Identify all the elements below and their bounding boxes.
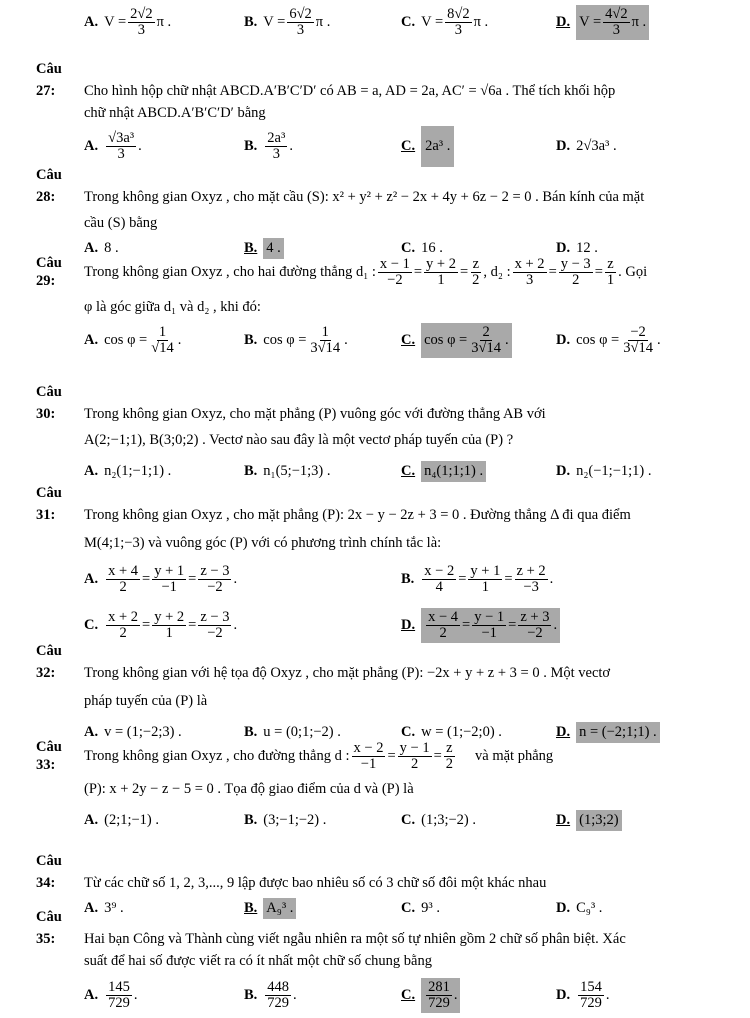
question-34: Câu 34: Từ các chữ số 1, 2, 3,..., 9 lập được bao nhiêu số có 3 chữ số đôi một khác nhau A. 3⁹ . B. A₉³ . C. 9³ . D. C₉³ . [36,850,716,922]
option-a[interactable]: A. cos φ = $\frac{1}{√14}$ . [84,323,182,356]
option-b[interactable]: B. $\frac{448}{729}$ . [244,978,297,1011]
option-a[interactable]: A. 8 . [84,239,119,256]
option-d-answer[interactable]: D. V = $\frac{4√2}{3}$ π . [556,2,649,42]
option-c-answer[interactable]: C. cos φ = $\frac{2}{3√14}$ . [401,318,512,362]
option-b[interactable]: B. n₁(5;−1;3) . [244,462,331,479]
question-31: Câu 31: Trong không gian Oxyz , cho mặt phẳng (P): 2x − y − 2z + 3 = 0 . Đường thẳng Δ đi qua điểm M(4;1;−3) và vuông góc (P) với có phương trình chính tắc là: A. $\frac{x + 4}{2}$ = $\frac{y + 1}{-1}$ = $\frac{z - 3}{-2}$ . B. $\frac{x - 2}{4}$ = $\frac{y + 1}{1}$ = $\frac{z + 2}{-3}$ . C. $\frac{x + 2}{2}$ = $\frac{y + 2}{1}$ = $\frac{z - 3}{-2}$ . D. $\frac{x - 4}{2}$ = $\frac{y - 1}{-1}$ = $\frac{z + 3}{-2}$ . [36,482,716,648]
option-a[interactable]: A. $\frac{\text{√3a³}}{3}$ . [84,129,142,162]
answer-highlight: 4 . [263,238,284,259]
answer-highlight: (1;3;2) [576,810,621,831]
answer-highlight: $\frac{x - 4}{2}$ = $\frac{y - 1}{-1}$ = $\frac{z + 3}{-2}$ . [421,608,560,643]
option-b-answer[interactable]: B. A₉³ . [244,894,296,922]
option-b[interactable]: B. $\frac{x - 2}{4}$ = $\frac{y + 1}{1}$ = $\frac{z + 2}{-3}$ . [401,562,554,595]
option-d[interactable]: D. 2√3a³ . [556,137,617,154]
option-c-answer[interactable]: C. n₄(1;1;1) . [401,455,486,487]
option-c[interactable]: C. $\frac{x + 2}{2}$ = $\frac{y + 2}{1}$ = $\frac{z - 3}{-2}$ . [84,608,238,641]
option-c[interactable]: C. 16 . [401,239,443,256]
option-b[interactable]: B. V = $\frac{6√2}{3}$ π . [244,5,331,38]
option-d-answer[interactable]: D. n = (−2;1;1) . [556,716,660,748]
question-28: Câu 28: Trong không gian Oxyz , cho mặt cầu (S): x² + y² + z² − 2x + 4y + 6z − 2 = 0 . Bán kính của mặt cầu (S) bằng A. 8 . B. 4 . C. 16 . D. 12 . [36,164,716,262]
option-a[interactable]: A. n₂(1;−1;1) . [84,462,172,479]
option-a[interactable]: A. (2;1;−1) . [84,811,160,828]
answer-highlight: A₉³ . [263,898,296,919]
option-c[interactable]: C. 9³ . [401,899,440,916]
option-a[interactable]: A. $\frac{145}{729}$ . [84,978,138,1011]
answer-highlight: V = $\frac{4√2}{3}$ π . [576,5,649,40]
option-a[interactable]: A. v = (1;−2;3) . [84,723,182,740]
question-33: Câu 33: Trong không gian Oxyz , cho đường thẳng d : $\frac{x - 2}{-1}$ = $\frac{y - 1}{2}$ = $\frac{z}{2}$ và mặt phẳng (P): x + 2y − z − 5 = 0 . Tọa độ giao điểm của d và (P) là A. (2;1;−1) . B. (3;−1;−2) . C. (1;3;−2) . D. (1;3;2) [36,738,716,836]
option-b[interactable]: B. $\frac{\text{2a³}}{3}$ . [244,129,293,162]
option-d[interactable]: D. cos φ = $\frac{-2}{3√14}$ . [556,323,661,356]
option-b[interactable]: B. cos φ = $\frac{1}{3√14}$ . [244,323,348,356]
answer-highlight: n = (−2;1;1) . [576,722,660,743]
answer-highlight: cos φ = $\frac{2}{3√14}$ . [421,323,511,358]
question-30: Câu 30: Trong không gian Oxyz, cho mặt phẳng (P) vuông góc với đường thẳng AB với A(2;−1;1), B(3;0;2) . Vectơ nào sau đây là một vectơ pháp tuyến của (P) ? A. n₂(1;−1;1) . B. n₁(5;−1;3) . C. n₄(1;1;1) . D. n₂(−1;−1;1) . [36,381,716,487]
option-d[interactable]: D. C₉³ . [556,899,603,916]
option-b-answer[interactable]: B. 4 . [244,234,284,262]
question-27: Câu 27: Cho hình hộp chữ nhật ABCD.A′B′C′D′ có AB = a, AD = 2a, AC′ = √6a . Thể tích khối hộp chữ nhật ABCD.A′B′C′D′ bằng A. $\frac{\text{√3a³}}{3}$ . B. $\frac{\text{2a³}}{3}$ . C. 2a³ . D. 2√3a³ . [36,58,716,168]
question-26 [36,2,716,42]
answer-highlight: 2a³ . [421,126,454,167]
option-b[interactable]: B. (3;−1;−2) . [244,811,327,828]
option-d[interactable]: D. $\frac{154}{729}$ . [556,978,610,1011]
option-b[interactable]: B. u = (0;1;−2) . [244,723,341,740]
question-32: Câu 32: Trong không gian với hệ tọa độ Oxyz , cho mặt phẳng (P): −2x + y + z + 3 = 0 . Một vectơ pháp tuyến của (P) là A. v = (1;−2;3) . B. u = (0;1;−2) . C. w = (1;−2;0) . D. n = (−2;1;1) . [36,640,716,748]
option-c[interactable]: C. V = $\frac{8√2}{3}$ π . [401,5,489,38]
answer-highlight: $\frac{281}{729}$ . [421,978,460,1013]
option-d[interactable]: D. n₂(−1;−1;1) . [556,462,652,479]
option-d-answer[interactable]: D. $\frac{x - 4}{2}$ = $\frac{y - 1}{-1}$ = $\frac{z + 3}{-2}$ . [401,602,560,648]
question-35: Câu 35: Hai bạn Công và Thành cùng viết ngẫu nhiên ra một số tự nhiên gồm 2 chữ số phân biệt. Xác suất để hai số được viết ra có ít nhất một chữ số chung bằng A. $\frac{145}{729}$ . B. $\frac{448}{729}$ . C. $\frac{281}{729}$ . D. $\frac{154}{729}$ . [36,906,716,1018]
option-c[interactable]: C. w = (1;−2;0) . [401,723,502,740]
option-c-answer[interactable]: C. $\frac{281}{729}$ . [401,972,460,1018]
option-d[interactable]: D. 12 . [556,239,598,256]
option-d-answer[interactable]: D. (1;3;2) [556,804,622,836]
option-c[interactable]: C. (1;3;−2) . [401,811,477,828]
question-29: Câu 29: Trong không gian Oxyz , cho hai đường thẳng d₁ : $\frac{x - 1}{-2}$ = $\frac{y + 2}{1}$ = $\frac{z}{2}$ , d₂ : $\frac{x + 2}{3}$ = $\frac{y - 3}{2}$ = $\frac{z}{1}$ . Gọi φ là góc giữa d₁ và d₂ , khi đó: A. cos φ = $\frac{1}{√14}$ . B. cos φ = $\frac{1}{3√14}$ . C. cos φ = $\frac{2}{3√14}$ . D. cos φ = $\frac{-2}{3√14}$ . [36,254,716,362]
option-a[interactable]: A. V = $\frac{2√2}{3}$ π . [84,5,172,38]
answer-highlight: n₄(1;1;1) . [421,461,486,482]
option-a[interactable]: A. 3⁹ . [84,899,124,916]
option-c-answer[interactable]: C. 2a³ . [401,124,454,168]
option-a[interactable]: A. $\frac{x + 4}{2}$ = $\frac{y + 1}{-1}$ = $\frac{z - 3}{-2}$ . [84,562,238,595]
